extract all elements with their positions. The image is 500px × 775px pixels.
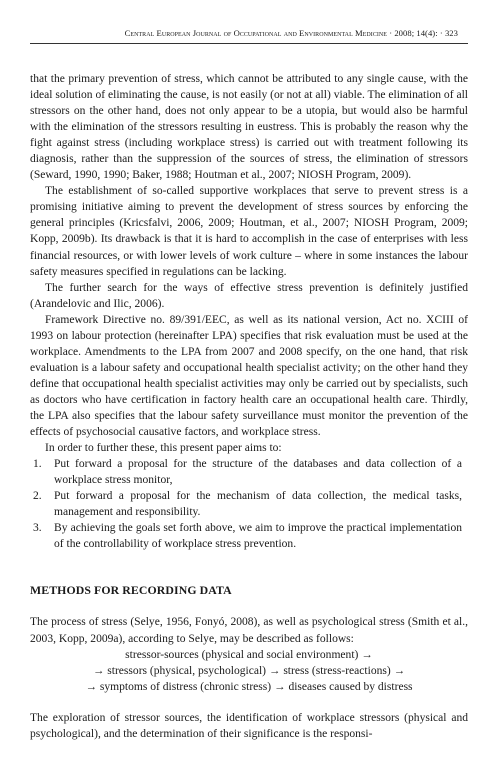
flow-line-2: → stressors (physical, psychological) → stress (stress-reactions) → [92, 664, 406, 677]
section-heading: METHODS FOR RECORDING DATA [30, 583, 232, 598]
body-column [30, 71, 468, 742]
running-header: Central European Journal of Occupational and Environmental Medicine · 2008; 14(4): · 323 [124, 28, 458, 38]
paragraph-4: Framework Directive no. 89/391/EEC, as well as its national version, Act no. XCIII of 1993 on labour protection (hereinafter LPA) specifies that risk evaluation must be used at the workplace. Amendments to the LPA from 2007 and 2008 specify, on the one hand, that risk evaluation is a labour safety and occupational health specialist activity; on the other hand they define that occupational health specialist activities may only be carried out by specialists, such as doctors who have certification in factory health care an occupational health care. Thirdly, the LPA also specifies that the labour safety surveillance must monitor the prevention of the effects of psychosocial causative factors, and workplace stress. [30, 313, 468, 439]
paragraph-1: that the primary prevention of stress, which cannot be attributed to any single cause, with the ideal solution of eliminating the cause, is not easily (or not at all) viable. The elimination of all stressors on the other hand, does not only appear to be a utopia, but would also be harmful with the elimination of the stressors resulting in eustress. This is probably the reason why the fight against stress (including workplace stress) is carried out with treatment following its diagnosis, rather than the suppression of the sources of stress, the elimination of stressors (Seward, 1990, 1990; Baker, 1988; Houtman et al., 2007; NIOSH Program, 2009). [30, 73, 468, 182]
list-item [30, 488, 468, 520]
aims-list [30, 456, 468, 552]
flow-line-1: stressor-sources (physical and social environment) → [125, 648, 373, 661]
paragraph-5: In order to further these, this present paper aims to: [45, 442, 282, 455]
list-number: 3. [33, 522, 42, 535]
section-paragraph-2: The exploration of stressor sources, the identification of workplace stressors (physical and psychological), and the determination of their significance is the responsi- [30, 711, 468, 740]
flow-line-3: → symptoms of distress (chronic stress) → diseases caused by distress [85, 680, 413, 693]
list-text: Put forward a proposal for the structure of the databases and data collection of a workplace stress monitor, [54, 458, 462, 487]
list-number: 2. [33, 490, 42, 503]
list-text: By achieving the goals set forth above, we aim to improve the practical implementation of the controllability of workplace stress prevention. [54, 522, 462, 551]
paragraph-2: The establishment of so-called supportive workplaces that serve to prevent stress is a promising initiative aiming to prevent the development of stress sources by enforcing the general principles (Kricsfalvi, 2006, 2009; Houtman, et al., 2007; NIOSH Program, 2009; Kopp, 2009b). Its drawback is that it is hard to accomplish in the case of enterprises with less financial resources, or with lower levels of work culture – where in some instances the labour safety measures specified in regulations can be lacking. [30, 185, 468, 278]
list-number: 1. [33, 458, 42, 471]
list-item [30, 456, 468, 488]
list-text: Put forward a proposal for the mechanism of data collection, the medical tasks, management and responsibility. [54, 490, 462, 519]
list-item [30, 520, 468, 552]
header-rule [30, 43, 468, 44]
paragraph-3: The further search for the ways of effective stress prevention is definitely justified (Arandelovic and Ilic, 2006). [30, 281, 468, 310]
section-paragraph-1: The process of stress (Selye, 1956, Fonyó, 2008), as well as psychological stress (Smith et al., 2003, Kopp, 2009a), according to Selye, may be described as follows: [30, 616, 468, 645]
